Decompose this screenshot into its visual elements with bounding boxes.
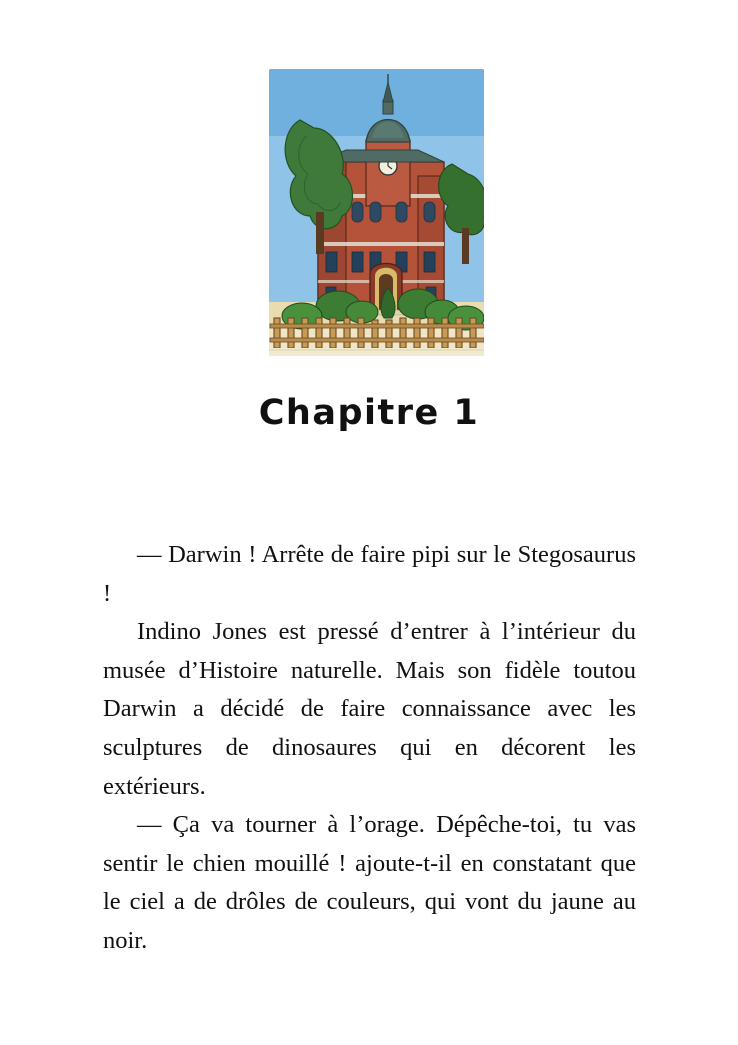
paragraph: — Ça va tourner à l’orage. Dépêche-toi, tu vas sentir le chien mouillé ! ajoute-t-il en constatant que le ciel a de drôles de couleurs, qui vont du jaune au noir. — [103, 811, 636, 954]
chapter-illustration — [266, 66, 487, 359]
chapter-body — [103, 536, 636, 961]
paragraph: — Darwin ! Arrête de faire pipi sur le Stegosaurus ! — [103, 541, 636, 607]
chapter-title: Chapitre 1 — [258, 393, 480, 433]
natural-history-museum-building-icon — [266, 66, 487, 359]
paragraph: Indino Jones est pressé d’entrer à l’intérieur du musée d’Histoire naturelle. Mais son fidèle toutou Darwin a décidé de faire connaissance avec les sculptures de dinosaures qui en décorent les extérieurs. — [103, 618, 636, 800]
